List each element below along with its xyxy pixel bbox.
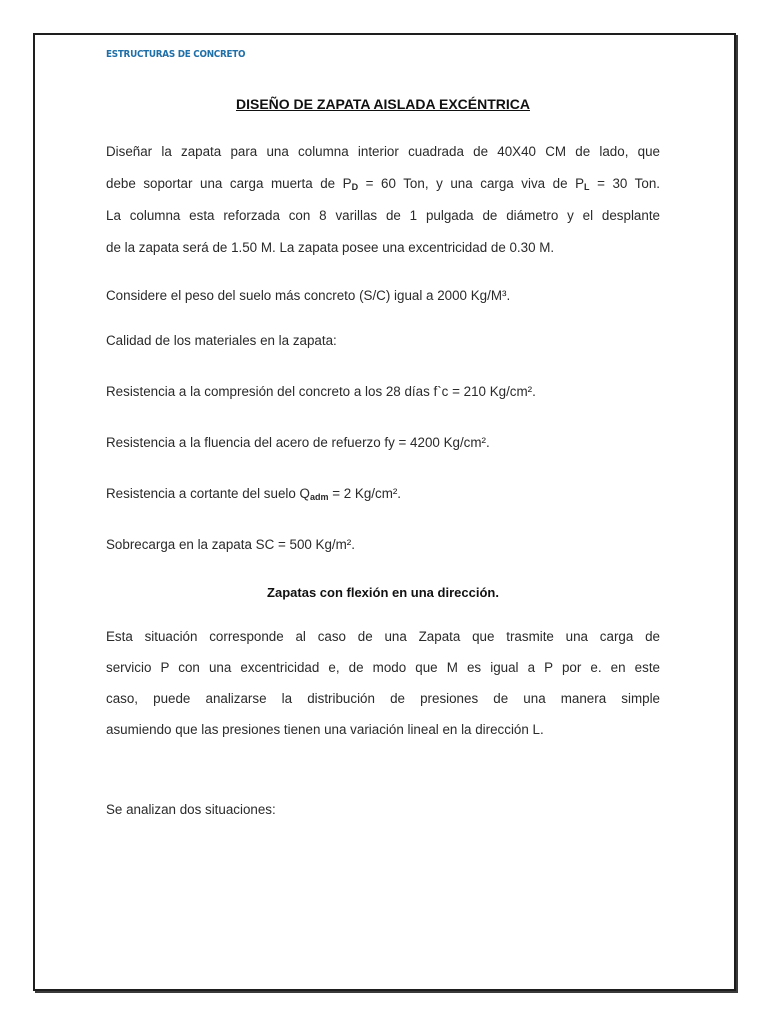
subscript-l: L [584, 182, 590, 192]
subscript-adm: adm [309, 492, 329, 502]
intro-line-2: debe soportar una carga muerta de $P_D = 60$ Ton, y una carga viva de $P_L = 30$ Ton. [106, 176, 660, 192]
intro-line-4: de la zapata será de 1.50 M. La zapata posee una excentricidad de 0.30 M. [106, 240, 555, 255]
section-heading: Zapatas con flexión en una dirección. [267, 585, 499, 600]
explanation-line-3: caso, puede analizarse la distribución de presiones de una manera simple [106, 691, 660, 706]
concrete-strength-text: Resistencia a la compresión del concreto a los 28 días f`c = 210 Kg/cm². [106, 384, 536, 399]
intro-paragraph [106, 142, 660, 270]
explanation-line-1: Esta situación corresponde al caso de una Zapata que trasmite una carga de [106, 629, 660, 644]
intro-line-1: Diseñar la zapata para una columna interior cuadrada de 40X40 CM de lado, que [106, 144, 660, 159]
explanation-line-4: asumiendo que las presiones tienen una variación lineal en la dirección L. [106, 722, 544, 737]
intro-line-3: La columna esta reforzada con 8 varillas de 1 pulgada de diámetro y el desplante [106, 208, 660, 223]
explanation-paragraph [106, 627, 660, 751]
materials-heading: Calidad de los materiales en la zapata: [106, 333, 337, 348]
soil-shear-text: Resistencia a cortante del suelo $Q_{adm} = 2$ Kg/cm². [106, 486, 402, 502]
soil-weight-text: Considere el peso del suelo más concreto (S/C) igual a 2000 Kg/M³. [106, 288, 511, 303]
document-title: DISEÑO DE ZAPATA AISLADA EXCÉNTRICA [235, 96, 530, 112]
steel-yield-text: Resistencia a la fluencia del acero de refuerzo fy = 4200 Kg/cm². [106, 435, 490, 450]
subscript-d: D [351, 182, 359, 192]
situations-text: Se analizan dos situaciones: [106, 802, 276, 817]
explanation-line-2: servicio P con una excentricidad e, de modo que M es igual a P por e. en este [106, 660, 660, 675]
overload-text: Sobrecarga en la zapata SC = 500 Kg/m². [106, 537, 355, 552]
running-header: ESTRUCTURAS DE CONCRETO [106, 49, 246, 60]
